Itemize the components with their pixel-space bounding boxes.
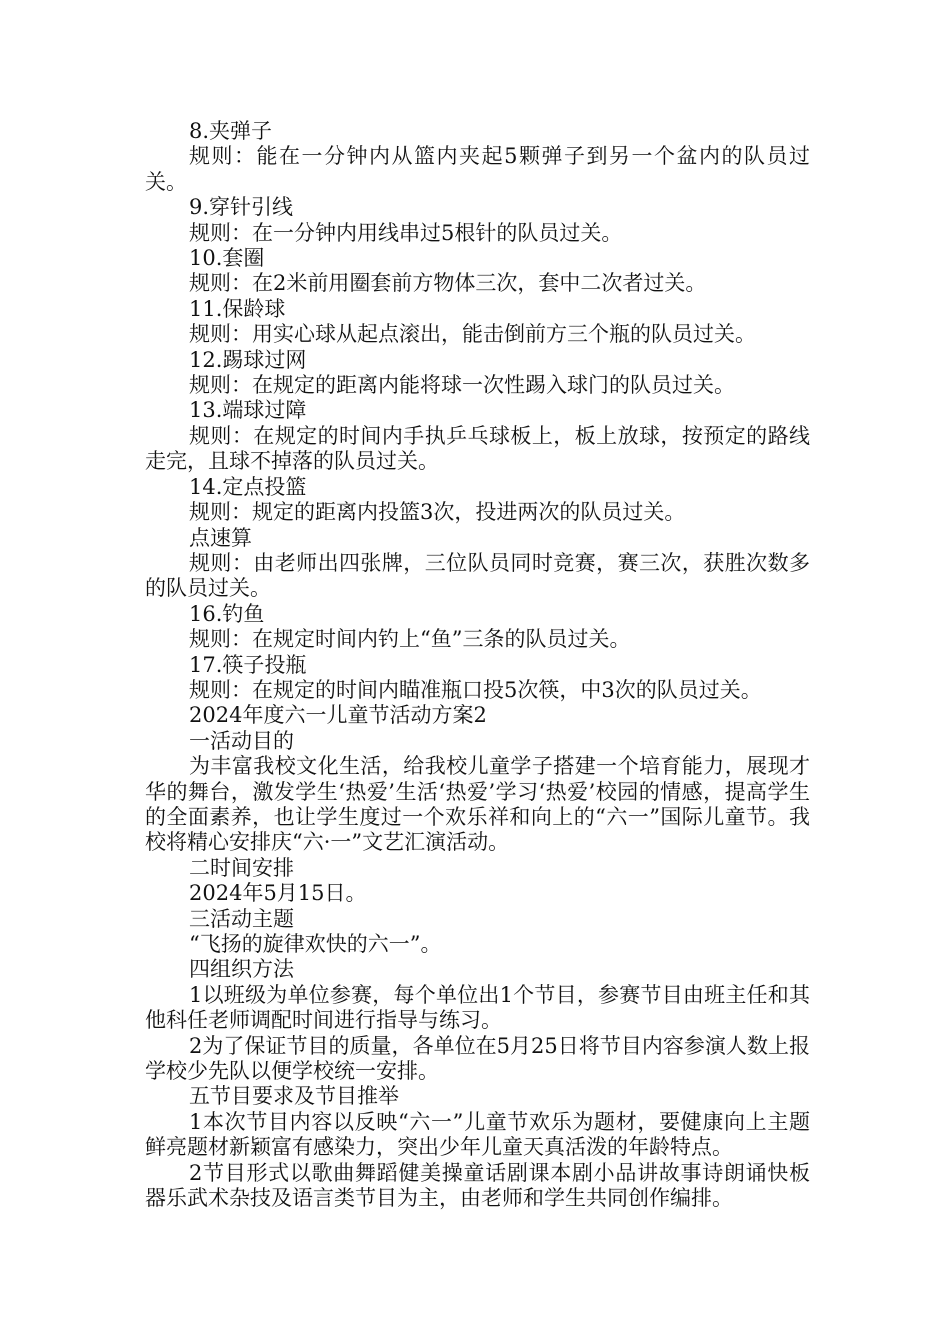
rule-text: 规则：能在一分钟内从篮内夹起5颗弹子到另一个盆内的队员过关。 — [145, 144, 810, 194]
body-paragraph: 为丰富我校文化生活，给我校儿童学子搭建一个培育能力，展现才华的舞台，激发学生‘热爱’生活‘热爱’学习‘热爱’校园的情感，提高学生的全面素养，也让学生度过一个欢乐祥和向上的“六一”国际儿童节。我校将精心安排庆“六·一”文艺汇演活动。 — [145, 754, 810, 855]
rule-text: 规则：在2米前用圈套前方物体三次，套中二次者过关。 — [189, 271, 707, 296]
rule-text: 规则：在一分钟内用线串过5根针的队员过关。 — [189, 220, 623, 245]
item-heading: 17.筷子投瓶 — [189, 652, 307, 677]
body-paragraph: “飞扬的旋律欢快的六一”。 — [189, 932, 442, 956]
section-heading: 三活动主题 — [189, 906, 294, 931]
rule-text: 规则：在规定的距离内能将球一次性踢入球门的队员过关。 — [189, 373, 735, 398]
rule-text: 规则：用实心球从起点滚出，能击倒前方三个瓶的队员过关。 — [189, 322, 756, 347]
rule-text: 规则：在规定的时间内瞄准瓶口投5次筷，中3次的队员过关。 — [189, 677, 762, 702]
item-heading: 16.钓鱼 — [189, 601, 265, 626]
plan-title: 2024年度六一儿童节活动方案2 — [189, 703, 487, 728]
rule-text: 规则：在规定时间内钓上“鱼”三条的队员过关。 — [189, 627, 631, 652]
item-heading: 11.保龄球 — [189, 296, 286, 321]
document-body — [145, 119, 810, 1211]
item-heading: 点速算 — [189, 525, 252, 550]
body-paragraph: 2024年5月15日。 — [189, 881, 367, 906]
item-heading: 13.端球过障 — [189, 398, 307, 423]
section-heading: 一活动目的 — [189, 728, 294, 753]
body-paragraph: 2节目形式以歌曲舞蹈健美操童话剧课本剧小品讲故事诗朗诵快板器乐武术杂技及语言类节目为主，由老师和学生共同创作编排。 — [145, 1160, 810, 1211]
section-heading: 二时间安排 — [189, 855, 294, 880]
section-heading: 四组织方法 — [189, 957, 294, 982]
body-paragraph: 1以班级为单位参赛，每个单位出1个节目，参赛节目由班主任和其他科任老师调配时间进行指导与练习。 — [145, 982, 810, 1033]
rule-text: 规则：在规定的时间内手执乒乓球板上，板上放球，按预定的路线走完，且球不掉落的队员过关。 — [145, 423, 810, 474]
rule-text: 规则：规定的距离内投篮3次，投进两次的队员过关。 — [189, 500, 686, 525]
body-paragraph: 2为了保证节目的质量，各单位在5月25日将节目内容参演人数上报学校少先队以便学校统一安排。 — [145, 1033, 810, 1084]
item-heading: 8.夹弹子 — [189, 119, 273, 143]
item-heading: 12.踢球过网 — [189, 347, 307, 372]
item-heading: 10.套圈 — [189, 246, 265, 271]
item-heading: 14.定点投篮 — [189, 474, 307, 499]
rule-text: 规则：由老师出四张牌，三位队员同时竞赛，赛三次，获胜次数多的队员过关。 — [145, 550, 810, 601]
section-heading: 五节目要求及节目推举 — [189, 1084, 399, 1109]
body-paragraph: 1本次节目内容以反映“六一”儿童节欢乐为题材，要健康向上主题鲜亮题材新颖富有感染力，突出少年儿童天真活泼的年龄特点。 — [145, 1109, 810, 1160]
item-heading: 9.穿针引线 — [189, 195, 294, 220]
